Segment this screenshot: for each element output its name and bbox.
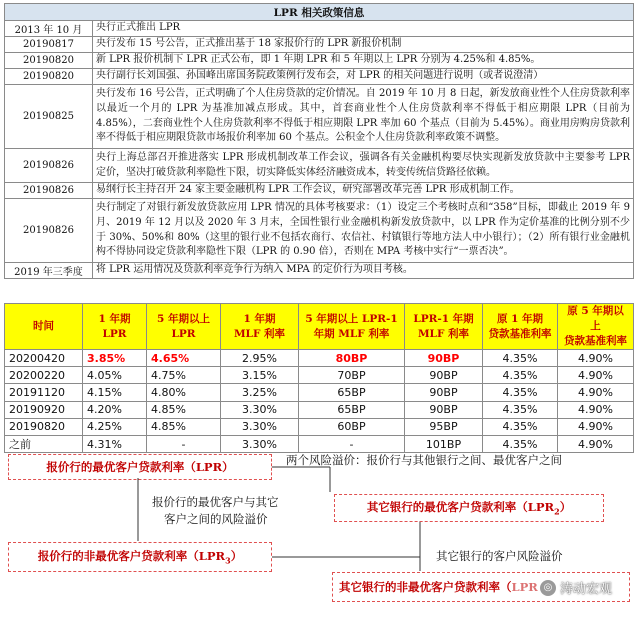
policy-row [5,53,634,69]
rate-base1: 4.35% [483,350,558,367]
rate-spread1: 90BP [405,350,483,367]
rate-date: 20190820 [5,418,83,435]
policy-date: 20190825 [5,85,93,149]
col-header-mlf: 1 年期 MLF 利率 [221,304,299,350]
rate-base1: 4.35% [483,401,558,418]
box-label: 其它银行的最优客户贷款利率$(LPR_2)$ [366,500,572,517]
policy-date: 20190820 [5,53,93,69]
rate-date: 20200420 [5,350,83,367]
rate-lpr1: 4.20% [83,401,147,418]
col-header-spread5: 5 年期以上 LPR-1 年期 MLF 利率 [299,304,405,350]
rate-base5: 4.90% [558,367,634,384]
rate-base1: 4.35% [483,367,558,384]
policy-date: 20190826 [5,199,93,263]
rate-lpr1: 4.15% [83,384,147,401]
rate-base5: 4.90% [558,435,634,452]
rate-date: 之前 [5,435,83,452]
rate-lpr5: 4.75% [147,367,221,384]
rate-lpr1: 4.25% [83,418,147,435]
rate-base5: 4.90% [558,384,634,401]
policy-row [5,149,634,183]
rate-spread5: 60BP [299,418,405,435]
rate-spread1: 90BP [405,384,483,401]
watermark-text: 涛动宏观 [560,582,613,597]
rate-base5: 4.90% [558,401,634,418]
rates-header-row [5,304,634,350]
policy-row [5,69,634,85]
rate-lpr5: 4.80% [147,384,221,401]
rate-lpr5: 4.65% [147,350,221,367]
box-label: 报价行的最优客户贷款利率（LPR） [46,460,234,474]
table-row [5,401,634,418]
rate-mlf: 3.30% [221,418,299,435]
rate-spread5: 80BP [299,350,405,367]
col-header-base1: 原 1 年期 贷款基准利率 [483,304,558,350]
policy-text: 易纲行长主持召开 24 家主要金融机构 LPR 工作会议，研究部署改革完善 LPR 形成机制工作。 [93,183,634,199]
col-header-base5: 原 5 年期以上 贷款基准利率 [558,304,634,350]
rate-lpr1: 3.85% [83,350,147,367]
box-quoting-bank-best-customer-rate [8,454,272,480]
policy-text: 央行正式推出 LPR [93,21,634,37]
policy-text: 央行制定了对银行新发放贷款应用 LPR 情况的具体考核要求：（1）设定三个考核时点和“358”目标，即截止 2019 年 9 月、2019 年 12 月以及 2020 年 3 月末，全国性银行业金融机构新发放贷款中，以 LPR 作为定价基准的比例分别不少于 30%、50%和 80%（这里的银行业不包括农商行、农信社、村镇银行等地方法人中小银行）；（2）所有银行业金融机构不得协同设定贷款利率隐性下限（LPR 的 0.90 倍），否则在 MPA 考核中实行“一票否决”。 [93,199,634,263]
box-label: 其它银行的非最优客户贷款利率（LPR [339,580,538,594]
table-row [5,350,634,367]
col-header-date: 时间 [5,304,83,350]
policy-row [5,183,634,199]
watermark [540,578,612,597]
rate-base5: 4.90% [558,350,634,367]
box-other-bank-best-customer-rate [334,494,604,522]
policy-row [5,199,634,263]
label-customer-risk-premium [152,494,279,528]
rate-spread1: 90BP [405,367,483,384]
rate-date: 20191120 [5,384,83,401]
policy-date: 20190826 [5,183,93,199]
policy-row [5,21,634,37]
box-label: 报价行的非最优客户贷款利率$(LPR_3)$ [37,549,243,566]
rate-spread1: 90BP [405,401,483,418]
rate-spread5: 70BP [299,367,405,384]
policy-text: 央行上海总部召开推进落实 LPR 形成机制改革工作会议，强调各有关金融机构要尽快实现新发放贷款中主要参考 LPR 定价，坚决打破贷款利率隐性下限，切实降低实体经济融资成本，转变传统信贷路径依赖。 [93,149,634,183]
rate-spread5: 65BP [299,384,405,401]
lpr-policy-table [4,3,634,279]
rate-mlf: 3.30% [221,401,299,418]
rate-base1: 4.35% [483,418,558,435]
policy-table-title: LPR 相关政策信息 [5,4,634,21]
policy-row [5,85,634,149]
label-text: 其它银行的客户风险溢价 [436,549,563,563]
rate-mlf: 3.30% [221,435,299,452]
label-other-bank-customer-risk-premium [436,548,563,564]
table-row [5,367,634,384]
policy-date: 2013 年 10 月 [5,21,93,37]
rate-lpr5: 4.85% [147,401,221,418]
col-header-spread1: LPR-1 年期 MLF 利率 [405,304,483,350]
table-row [5,384,634,401]
rate-mlf: 2.95% [221,350,299,367]
policy-date: 20190826 [5,149,93,183]
policy-date: 20190820 [5,69,93,85]
rate-base1: 4.35% [483,384,558,401]
rate-spread5: 65BP [299,401,405,418]
lpr-rates-table [4,303,634,453]
label-text: 两个风险溢价：报价行与其他银行之间、最优客户之间 [286,453,562,467]
label-text: 客户之间的风险溢价 [164,512,268,526]
policy-text: 央行发布 16 号公告，正式明确了个人住房贷款的定价情况。自 2019 年 10 月 8 日起，新发放商业性个人住房贷款利率以最近一个月的 LPR 为基准加减点形成。其中，首套商业性个人住房贷款利率不得低于相应期限 LPR（目前为 4.85%），二套商业性个人住房贷款利率不得低于相应期限 LPR 率加 60 个基点（目前为 5.45%）。商业用房购房贷款利率不得低于相应期限贷款市场报价利率加 60 个基点。公积金个人住房贷款利率政策不调整。 [93,85,634,149]
rate-lpr5: - [147,435,221,452]
rate-spread1: 101BP [405,435,483,452]
policy-row [5,263,634,279]
box-quoting-bank-nonbest-customer-rate [8,542,272,572]
rate-date: 20190920 [5,401,83,418]
rate-mlf: 3.25% [221,384,299,401]
col-header-lpr1: 1 年期 LPR [83,304,147,350]
rate-base1: 4.35% [483,435,558,452]
rate-lpr1: 4.05% [83,367,147,384]
table-row [5,435,634,452]
table-row [5,418,634,435]
policy-row [5,37,634,53]
rate-base5: 4.90% [558,418,634,435]
label-text: 报价行的最优客户与其它 [152,495,279,509]
col-header-lpr5: 5 年期以上 LPR [147,304,221,350]
policy-text: 央行发布 15 号公告，正式推出基于 18 家报价行的 LPR 新报价机制 [93,37,634,53]
rate-lpr5: 4.85% [147,418,221,435]
rate-lpr1: 4.31% [83,435,147,452]
wechat-icon: ◎ [540,580,556,596]
policy-text: 将 LPR 运用情况及贷款利率竞争行为纳入 MPA 的定价行为项目考核。 [93,263,634,279]
policy-text: 央行副行长刘国强、孙国峰出席国务院政策例行发布会，对 LPR 的相关问题进行说明（或者说澄清） [93,69,634,85]
label-two-risk-premiums [286,452,562,468]
policy-text: 新 LPR 报价机制下 LPR 正式公布，即 1 年期 LPR 和 5 年期以上 LPR 分别为 4.25%和 4.85%。 [93,53,634,69]
rate-date: 20200220 [5,367,83,384]
rate-spread5: - [299,435,405,452]
policy-date: 20190817 [5,37,93,53]
rate-spread1: 95BP [405,418,483,435]
rate-mlf: 3.15% [221,367,299,384]
policy-date: 2019 年三季度 [5,263,93,279]
